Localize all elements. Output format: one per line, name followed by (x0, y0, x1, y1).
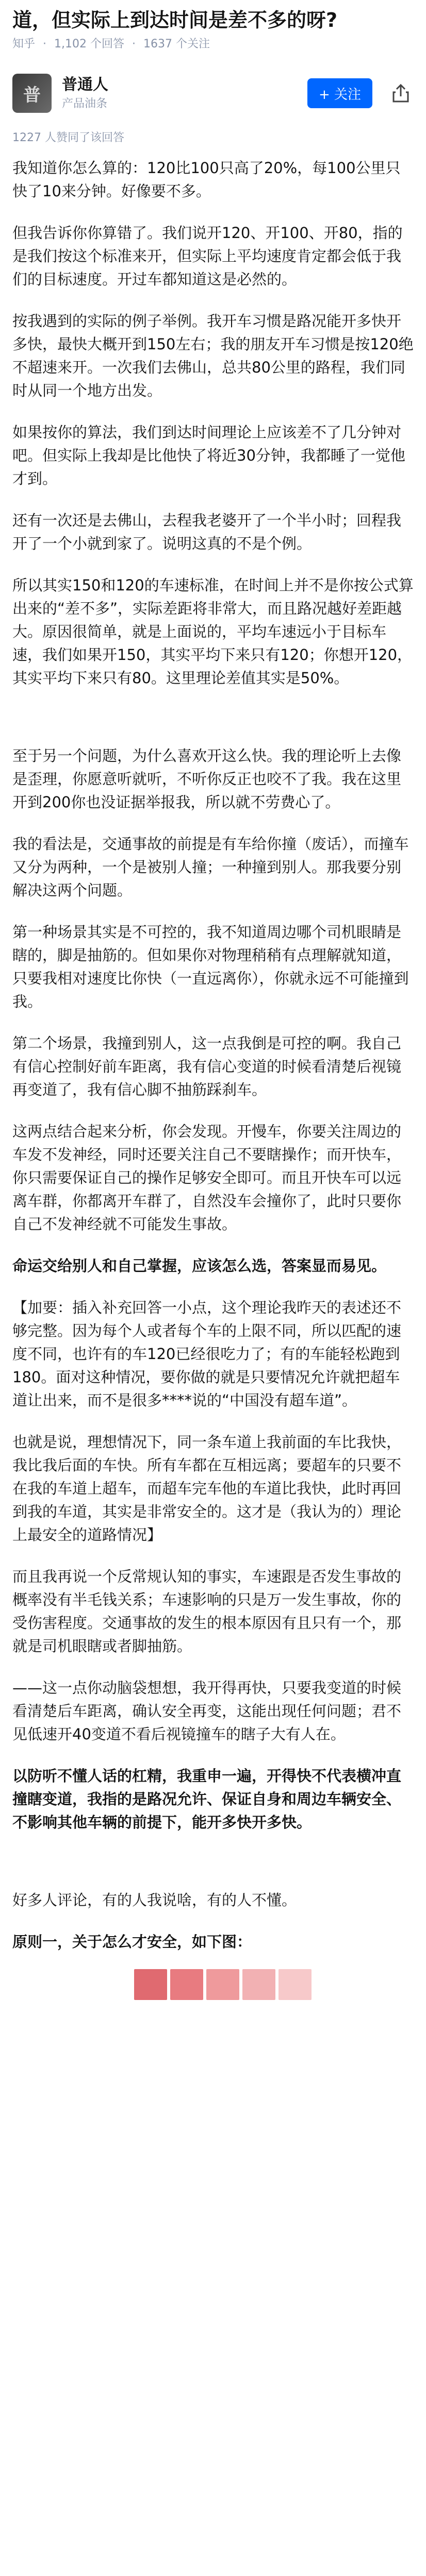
paragraph: 如果按你的算法，我们到达时间理论上应该差不了几分钟对吧。但实际上我却是比他快了将近30分钟，我都睡了一觉他才到。 (12, 423, 405, 487)
paragraph: 还有一次还是去佛山，去程我老婆开了一个半小时；回程我开了一个小就到家了。说明这真的不是个例。 (12, 512, 402, 552)
approve-count: 1227 人赞同了该回答 (12, 131, 124, 144)
image-thumbnail[interactable] (242, 1969, 275, 2000)
spacer (12, 1834, 414, 1870)
author-row (0, 55, 426, 118)
paragraph-bold: 原则一，关于怎么才安全，如下图： (12, 1933, 252, 1951)
paragraph: 也就是说，理想情况下，同一条车道上我前面的车比我快，我比我后面的车快。所有车都在互相远离；要超车的只要不在我的车道上超车，而超车完车他的车道比我快，此时再回到我的车道，其实是非常安全的。这才是（我认为的）理论上最安全的道路情况】 (12, 1433, 402, 1544)
separator: · (43, 38, 47, 50)
paragraph: 按我遇到的实际的例子举例。我开车习惯是路况能开多快开多快，最快大概开到150左右；我的朋友开车习惯是按120绝不超速来开。一次我们去佛山，总共80公里的路程，我们同时从同一个地方出发。 (12, 312, 414, 399)
image-thumbnail[interactable] (278, 1969, 312, 2000)
author-info (62, 75, 307, 112)
paragraph: 我知道你怎么算的：120比100只高了20%，每100公里只快了10来分钟。好像要不多。 (12, 159, 401, 200)
follower-count: 1637 个关注 (143, 38, 210, 50)
paragraph: 但我告诉你你算错了。我们说开120、开100、开80，指的是我们按这个标准来开，但实际上平均速度肯定都会低于我们的目标速度。开过车都知道这是必然的。 (12, 224, 403, 288)
avatar[interactable]: 普 (12, 74, 52, 113)
answer-count[interactable]: 1,102 个回答 (54, 38, 124, 50)
paragraph: 这两点结合起来分析，你会发现。开慢车，你要关注周边的车发不发神经，同时还要关注自己不要瞎操作；而开快车，你只需要保证自己的操作足够安全即可。而且开快车可以远离车群，你都离开车群了，自然没车会撞你了，此时只要你自己不发神经就不可能发生事故。 (12, 1123, 402, 1233)
question-meta (0, 33, 426, 55)
paragraph: 【加要：插入补充回答一小点，这个理论我昨天的表述还不够完整。因为每个人或者每个车的上限不同，所以匹配的速度不同，也许有的车120已经很吃力了；有的车能轻松跑到180。面对这种情况，要你做的就是只要情况允许就把超车道让出来，而不是很多****说的“中国没有超车道”。 (12, 1299, 402, 1409)
separator: · (132, 38, 136, 50)
image-thumbnail[interactable] (206, 1969, 239, 2000)
image-thumbnail[interactable] (170, 1969, 203, 2000)
image-thumbnails (0, 1954, 426, 2000)
paragraph: 好多人评论，有的人我说啥，有的人不懂。 (12, 1891, 297, 1909)
paragraph: 我的看法是，交通事故的前提是有车给你撞（废话），而撞车又分为两种，一个是被别人撞；一种撞到别人。那我要分别解决这两个问题。 (12, 835, 409, 899)
share-icon[interactable] (388, 80, 414, 106)
source-label[interactable]: 知乎 (12, 38, 36, 50)
paragraph-bold: 命运交给别人和自己掌握，应该怎么选，答案显而易见。 (12, 1257, 387, 1275)
spacer (12, 690, 414, 726)
paragraph: 至于另一个问题，为什么喜欢开这么快。我的理论听上去像是歪理，你愿意听就听，不听你反正也咬不了我。我在这里开到200你也没证据举报我，所以就不劳费心了。 (12, 747, 402, 811)
paragraph: 而且我再说一个反常规认知的事实，车速跟是否发生事故的概率没有半毛钱关系；车速影响的只是万一发生事故，你的受伤害程度。交通事故的发生的根本原因有且只有一个，那就是司机眼瞎或者脚抽筋。 (12, 1568, 402, 1655)
answer-content (0, 157, 426, 1954)
paragraph: 所以其实150和120的车速标准，在时间上并不是你按公式算出来的“差不多”，实际差距将非常大，而且路况越好差距越大。原因很简单，就是上面说的，平均车速远小于目标车速，我们如果开150，其实平均下来只有120；你想开120，其实平均下来只有80。这里理论差值其实是50%。 (12, 577, 414, 687)
paragraph-bold: 以防听不懂人话的杠精，我重申一遍，开得快不代表横冲直撞瞎变道，我指的是路况允许、保证自身和周边车辆安全、不影响其他车辆的前提下，能开多快开多快。 (12, 1767, 402, 1831)
paragraph: 第二个场景，我撞到别人，这一点我倒是可控的啊。我自己有信心控制好前车距离，我有信心变道的时候看清楚后视镜再变道了，我有信心脚不抽筋踩刹车。 (12, 1035, 402, 1098)
question-title[interactable]: 道，但实际上到达时间是差不多的呀? (12, 9, 338, 31)
author-tag: 产品油条 (62, 97, 108, 110)
paragraph: ——这一点你动脑袋想想，我开得再快，只要我变道的时候看清楚后车距离，确认安全再变，这能出现任何问题；君不见低速开40变道不看后视镜撞车的瞎子大有人在。 (12, 1679, 402, 1743)
image-thumbnail[interactable] (134, 1969, 167, 2000)
follow-button[interactable]: + 关注 (307, 78, 372, 108)
author-name[interactable]: 普通人 (62, 76, 108, 94)
paragraph: 第一种场景其实是不可控的，我不知道周边哪个司机眼睛是瞎的，脚是抽筋的。但如果你对物理稍稍有点理解就知道，只要我相对速度比你快（一直远离你），你就永远不可能撞到我。 (12, 923, 409, 1010)
